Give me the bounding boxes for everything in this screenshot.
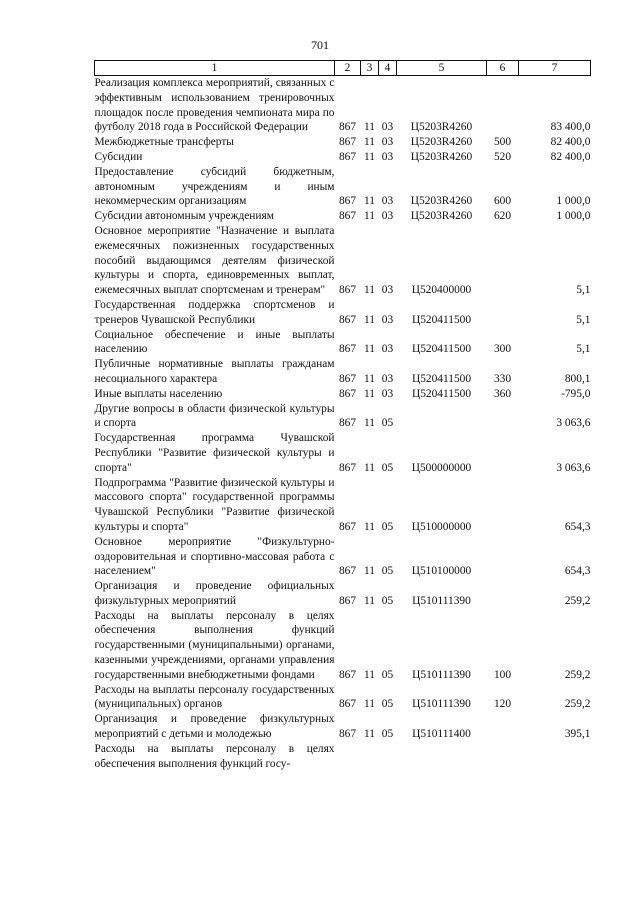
row-vr-cell <box>487 579 519 609</box>
row-rz-cell: 11 <box>364 284 375 297</box>
row-vr-cell <box>487 224 519 298</box>
row-gr-cell: 867 <box>338 284 357 297</box>
table-row <box>95 298 591 328</box>
row-gr-cell: 867 <box>338 387 357 400</box>
row-csr-cell: Ц510000000 <box>411 520 472 533</box>
row-sum-cell: 82 400,0 <box>550 150 591 163</box>
row-name-cell: Основное мероприятие "Назначение и выплата ежемесячных пожизненных государственных пособий выдающимся деятелям физической культуры и спорта, единовременных выплат, ежемесячных выплат спортсменам и тренерам" <box>94 224 335 297</box>
row-rz-cell: 11 <box>364 417 375 430</box>
row-gr-cell: 867 <box>338 195 357 208</box>
row-vr-cell: 620 <box>493 210 512 223</box>
row-vr-cell <box>487 476 519 535</box>
row-csr-cell: Ц520411500 <box>411 372 472 385</box>
table-row <box>95 135 591 150</box>
budget-table <box>94 60 591 771</box>
row-name-cell: Предоставление субсидий бюджетным, автономным учреждениям и иным некоммерческим организациям <box>94 165 335 208</box>
row-gr-cell: 867 <box>338 728 357 741</box>
row-rz-cell: 11 <box>364 313 375 326</box>
row-pr-cell: 05 <box>381 698 394 711</box>
row-sum-cell: 654,3 <box>564 520 591 533</box>
row-name-cell: Расходы на выплаты персоналу в целях обеспечения выполнения функций государственными (муниципальными) органами, казенными учреждениями, органами управления государственными внебюджетными фондами <box>94 609 335 681</box>
row-pr-cell: 03 <box>381 372 394 385</box>
row-csr-cell <box>397 742 487 772</box>
row-rz-cell: 11 <box>364 121 375 134</box>
row-rz-cell: 11 <box>364 698 375 711</box>
table-row <box>95 476 591 535</box>
row-csr-cell: Ц510100000 <box>411 565 472 578</box>
row-vr-cell: 100 <box>493 668 512 681</box>
row-gr-cell: 867 <box>338 461 357 474</box>
row-name-cell: Иные выплаты населению <box>94 387 223 400</box>
row-pr-cell: 05 <box>381 728 394 741</box>
row-csr-cell: Ц510111390 <box>412 698 471 711</box>
row-name-cell: Основное мероприятие "Физкультурно-оздоровительная и спортивно-массовая работа с населением" <box>94 535 335 578</box>
row-gr-cell: 867 <box>338 565 357 578</box>
row-vr-cell <box>487 298 519 328</box>
row-pr-cell: 03 <box>381 121 394 134</box>
header-cell-csr: 5 <box>397 61 487 76</box>
row-pr-cell: 03 <box>381 313 394 326</box>
row-sum-cell: 3 063,6 <box>556 417 591 430</box>
table-row <box>95 712 591 742</box>
row-pr-cell: 05 <box>381 668 394 681</box>
row-vr-cell: 600 <box>493 195 512 208</box>
row-gr-cell: 867 <box>338 668 357 681</box>
row-rz-cell: 11 <box>364 387 375 400</box>
row-sum-cell: -795,0 <box>561 387 591 400</box>
row-name-cell: Государственная программа Чувашской Республики "Развитие физической культуры и спорта" <box>94 432 335 474</box>
row-sum-cell: 82 400,0 <box>550 136 591 149</box>
row-csr-cell: Ц5203R4260 <box>410 121 473 134</box>
row-pr-cell: 03 <box>381 343 394 356</box>
row-vr-cell <box>487 431 519 475</box>
row-gr-cell: 867 <box>338 594 357 607</box>
row-vr-cell <box>487 712 519 742</box>
row-gr-cell <box>335 742 361 772</box>
row-gr-cell: 867 <box>338 417 357 430</box>
row-sum-cell: 259,2 <box>564 698 591 711</box>
row-name-cell: Расходы на выплаты персоналу в целях обеспечения выполнения функций госу- <box>94 742 335 770</box>
table-row <box>95 535 591 579</box>
row-vr-cell: 330 <box>493 372 512 385</box>
table-row <box>95 742 591 772</box>
row-rz-cell: 11 <box>364 668 375 681</box>
row-sum-cell: 1 000,0 <box>556 210 591 223</box>
row-rz-cell: 11 <box>364 565 375 578</box>
row-csr-cell: Ц510111390 <box>412 594 471 607</box>
row-vr-cell <box>487 535 519 579</box>
row-gr-cell: 867 <box>338 150 357 163</box>
page-number: 701 <box>311 38 329 52</box>
row-rz-cell: 11 <box>364 520 375 533</box>
row-sum-cell: 395,1 <box>564 728 591 741</box>
row-pr-cell: 03 <box>381 387 394 400</box>
row-name-cell: Организация и проведение официальных физкультурных мероприятий <box>94 580 335 607</box>
table-row <box>95 224 591 298</box>
row-rz-cell: 11 <box>364 728 375 741</box>
row-rz-cell: 11 <box>364 343 375 356</box>
row-sum-cell: 259,2 <box>564 594 591 607</box>
row-csr-cell <box>397 402 487 432</box>
table-row <box>95 209 591 224</box>
row-name-cell: Другие вопросы в области физической культуры и спорта <box>94 402 335 430</box>
table-row <box>95 328 591 358</box>
header-cell-name: 1 <box>95 61 335 76</box>
row-vr-cell: 520 <box>493 150 512 163</box>
table-row <box>95 431 591 475</box>
row-name-cell: Публичные нормативные выплаты гражданам несоциального характера <box>94 358 335 385</box>
row-rz-cell: 11 <box>364 150 375 163</box>
row-gr-cell: 867 <box>338 343 357 356</box>
row-name-cell: Государственная поддержка спортсменов и тренеров Чувашской Республики <box>94 298 335 326</box>
row-name-cell: Субсидии <box>94 150 143 163</box>
row-name-cell: Организация и проведение физкультурных мероприятий с детьми и молодежью <box>94 713 335 741</box>
table-row <box>95 150 591 165</box>
row-vr-cell: 300 <box>493 343 512 356</box>
row-csr-cell: Ц520411500 <box>411 343 472 356</box>
header-cell-sum: 7 <box>519 61 591 76</box>
row-csr-cell: Ц520411500 <box>411 387 472 400</box>
table-row <box>95 76 591 136</box>
table-row <box>95 165 591 209</box>
row-rz-cell: 11 <box>364 195 375 208</box>
row-pr-cell: 05 <box>381 565 394 578</box>
row-gr-cell: 867 <box>338 698 357 711</box>
row-pr-cell: 05 <box>381 520 394 533</box>
row-sum-cell: 259,2 <box>564 668 591 681</box>
row-rz-cell: 11 <box>364 461 375 474</box>
row-csr-cell: Ц510111400 <box>412 728 471 741</box>
row-sum-cell: 5,1 <box>576 343 591 356</box>
row-name-cell: Социальное обеспечение и иные выплаты населению <box>94 328 335 356</box>
row-name-cell: Реализация комплекса мероприятий, связанных с эффективным использованием тренировочных площадок после проведения чемпионата мира по футболу 2018 года в Российской Федерации <box>94 77 335 134</box>
row-sum-cell: 654,3 <box>564 565 591 578</box>
row-vr-cell: 120 <box>493 698 512 711</box>
row-csr-cell: Ц520400000 <box>411 284 472 297</box>
row-pr-cell: 05 <box>381 461 394 474</box>
row-sum-cell: 5,1 <box>576 313 591 326</box>
row-pr-cell <box>379 742 397 772</box>
row-rz-cell: 11 <box>364 136 375 149</box>
row-name-cell: Субсидии автономным учреждениям <box>94 210 274 223</box>
row-pr-cell: 03 <box>381 195 394 208</box>
row-vr-cell: 360 <box>493 387 512 400</box>
row-sum-cell: 5,1 <box>576 284 591 297</box>
row-csr-cell: Ц500000000 <box>411 461 472 474</box>
row-sum-cell: 1 000,0 <box>556 195 591 208</box>
row-csr-cell: Ц5203R4260 <box>410 195 473 208</box>
row-gr-cell: 867 <box>338 372 357 385</box>
row-pr-cell: 03 <box>381 210 394 223</box>
table-row <box>95 387 591 402</box>
row-sum-cell: 800,1 <box>564 372 591 385</box>
header-cell-pr: 4 <box>379 61 397 76</box>
row-pr-cell: 03 <box>381 284 394 297</box>
row-vr-cell <box>487 742 519 772</box>
row-vr-cell: 500 <box>493 136 512 149</box>
row-rz-cell: 11 <box>364 210 375 223</box>
row-csr-cell: Ц5203R4260 <box>410 210 473 223</box>
row-sum-cell: 83 400,0 <box>550 121 591 134</box>
row-sum-cell: 3 063,6 <box>556 461 591 474</box>
row-pr-cell: 05 <box>381 594 394 607</box>
row-vr-cell <box>487 402 519 432</box>
row-csr-cell: Ц510111390 <box>412 668 471 681</box>
row-gr-cell: 867 <box>338 210 357 223</box>
row-name-cell: Межбюджетные трансферты <box>94 136 234 149</box>
header-cell-vr: 6 <box>487 61 519 76</box>
row-csr-cell: Ц520411500 <box>411 313 472 326</box>
header-cell-gr: 2 <box>335 61 361 76</box>
row-name-cell: Расходы на выплаты персоналу государственных (муниципальных) органов <box>94 683 335 711</box>
row-name-cell: Подпрограмма "Развитие физической культуры и массового спорта" государственной программы Чувашской Республики "Развитие физической культуры и спорта" <box>94 476 335 533</box>
table-row <box>95 357 591 387</box>
row-pr-cell: 05 <box>381 417 394 430</box>
row-pr-cell: 03 <box>381 136 394 149</box>
table-row <box>95 402 591 432</box>
table-header-row <box>95 61 591 76</box>
row-rz-cell: 11 <box>364 372 375 385</box>
row-sum-cell <box>519 742 591 772</box>
table-row <box>95 609 591 683</box>
table-row <box>95 579 591 609</box>
row-rz-cell <box>361 742 379 772</box>
row-gr-cell: 867 <box>338 136 357 149</box>
row-gr-cell: 867 <box>338 121 357 134</box>
header-cell-rz: 3 <box>361 61 379 76</box>
row-vr-cell <box>487 76 519 136</box>
row-rz-cell: 11 <box>364 594 375 607</box>
row-gr-cell: 867 <box>338 313 357 326</box>
table-row <box>95 683 591 713</box>
row-csr-cell: Ц5203R4260 <box>410 136 473 149</box>
row-gr-cell: 867 <box>338 520 357 533</box>
row-csr-cell: Ц5203R4260 <box>410 150 473 163</box>
row-pr-cell: 03 <box>381 150 394 163</box>
